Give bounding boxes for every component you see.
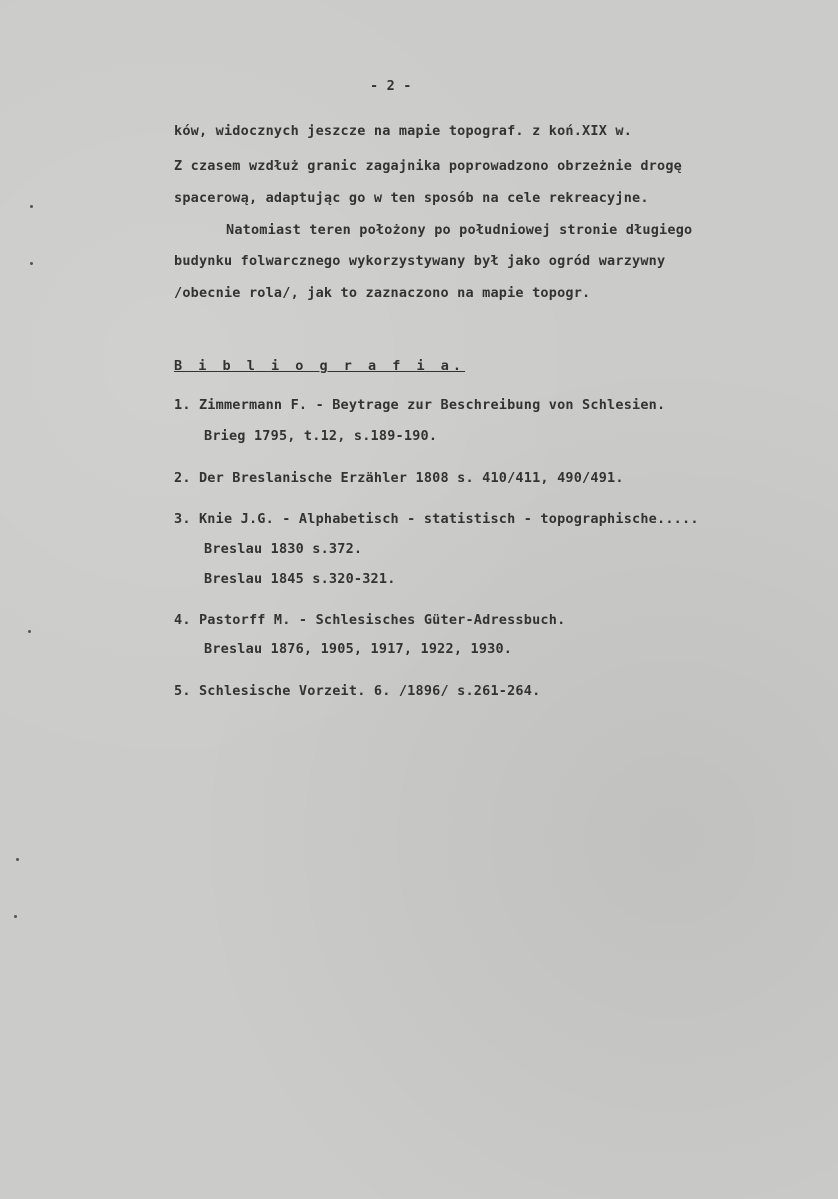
margin-speck [28, 630, 31, 633]
body-line: spacerową, adaptując go w ten sposób na cele rekreacyjne. [174, 190, 649, 206]
bibliography-entry-continuation: Breslau 1830 s.372. [204, 541, 363, 557]
bibliography-entry: 3. Knie J.G. - Alphabetisch - statistisch - topographische..... [174, 511, 699, 527]
body-line: Natomiast teren położony po południowej stronie długiego [226, 222, 693, 238]
bibliography-entry-continuation: Brieg 1795, t.12, s.189-190. [204, 428, 438, 444]
body-line: Z czasem wzdłuż granic zagajnika poprowadzono obrzeżnie drogę [174, 158, 682, 174]
bibliography-entry: 2. Der Breslanische Erzähler 1808 s. 410/411, 490/491. [174, 470, 624, 486]
bibliography-entry: 1. Zimmermann F. - Beytrage zur Beschreibung von Schlesien. [174, 397, 666, 413]
body-line: budynku folwarcznego wykorzystywany był jako ogród warzywny [174, 253, 666, 269]
bibliography-entry-continuation: Breslau 1845 s.320-321. [204, 571, 396, 587]
bibliography-heading: B i b l i o g r a f i a. [174, 358, 466, 374]
margin-speck [14, 915, 17, 918]
page-number: - 2 - [370, 78, 412, 94]
body-line: /obecnie rola/, jak to zaznaczono na mapie topogr. [174, 285, 591, 301]
bibliography-entry-continuation: Breslau 1876, 1905, 1917, 1922, 1930. [204, 641, 513, 657]
margin-speck [30, 262, 33, 265]
margin-speck [30, 205, 33, 208]
body-line: ków, widocznych jeszcze na mapie topograf. z koń.XIX w. [174, 123, 633, 139]
bibliography-entry: 4. Pastorff M. - Schlesisches Güter-Adressbuch. [174, 612, 566, 628]
margin-speck [16, 858, 19, 861]
bibliography-entry: 5. Schlesische Vorzeit. 6. /1896/ s.261-264. [174, 683, 541, 699]
